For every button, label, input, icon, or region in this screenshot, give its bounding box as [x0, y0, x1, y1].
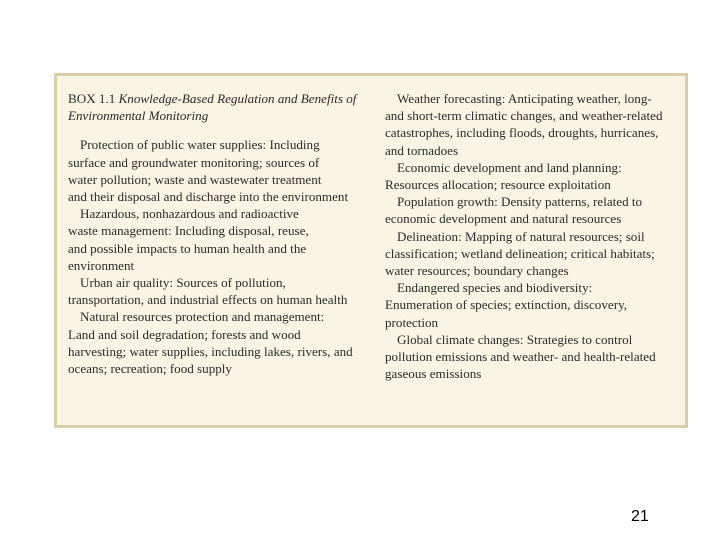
paragraph-line: Resources allocation; resource exploitation — [385, 177, 611, 193]
paragraph-line: transportation, and industrial effects on human health — [68, 292, 348, 308]
paragraph-line: pollution emissions and weather- and health-related — [385, 349, 656, 365]
section-heading: Hazardous, nonhazardous and radioactive — [80, 206, 299, 222]
paragraph-line: harvesting; water supplies, including lakes, rivers, and — [68, 343, 353, 359]
paragraph-line: and their disposal and discharge into the environment — [68, 189, 349, 205]
section-heading: Endangered species and biodiversity: — [397, 280, 593, 296]
paragraph-line: environment — [68, 257, 135, 273]
paragraph-line: and tornadoes — [385, 142, 459, 158]
paragraph-line: protection — [385, 314, 439, 330]
box-title-continued: Environmental Monitoring — [68, 108, 209, 124]
box-title: Knowledge-Based Regulation and Benefits of — [118, 91, 357, 106]
paragraph-line: and possible impacts to human health and the — [68, 240, 307, 256]
spacer — [68, 124, 368, 136]
paragraph-line: water resources; boundary changes — [385, 263, 569, 279]
section-heading: Natural resources protection and management: — [80, 309, 325, 325]
paragraph-line: economic development and natural resources — [385, 211, 622, 227]
section-heading: Economic development and land planning: — [397, 159, 622, 175]
paragraph-line: surface and groundwater monitoring; sources of — [68, 154, 320, 170]
section-heading: Global climate changes: Strategies to control — [397, 331, 633, 347]
paragraph-line: gaseous emissions — [385, 366, 482, 382]
section-heading: Urban air quality: Sources of pollution, — [80, 275, 286, 291]
page-number: 21 — [631, 508, 649, 525]
paragraph-line: classification; wetland delineation; critical habitats; — [385, 245, 655, 261]
section-heading: Population growth: Density patterns, related to — [397, 194, 643, 210]
paragraph-line: water pollution; waste and wastewater treatment — [68, 171, 322, 187]
paragraph-line: Land and soil degradation; forests and wood — [68, 326, 301, 342]
text-box — [54, 73, 688, 428]
paragraph-line: and short-term climatic changes, and weather-related — [385, 108, 663, 124]
box-left-column — [68, 90, 368, 377]
section-heading: Delineation: Mapping of natural resources; soil — [397, 228, 645, 244]
paragraph-line: Enumeration of species; extinction, discovery, — [385, 297, 628, 313]
paragraph-line: oceans; recreation; food supply — [68, 361, 232, 377]
box-title-label: BOX 1.1 — [68, 91, 116, 106]
section-heading: Protection of public water supplies: Including — [80, 137, 320, 153]
section-heading: Weather forecasting: Anticipating weather, long- — [397, 91, 652, 106]
box-title-line — [68, 90, 368, 107]
paragraph-line: catastrophes, including floods, droughts, hurricanes, — [385, 125, 659, 141]
paragraph-line: waste management: Including disposal, reuse, — [68, 223, 309, 239]
box-right-column — [385, 90, 681, 382]
